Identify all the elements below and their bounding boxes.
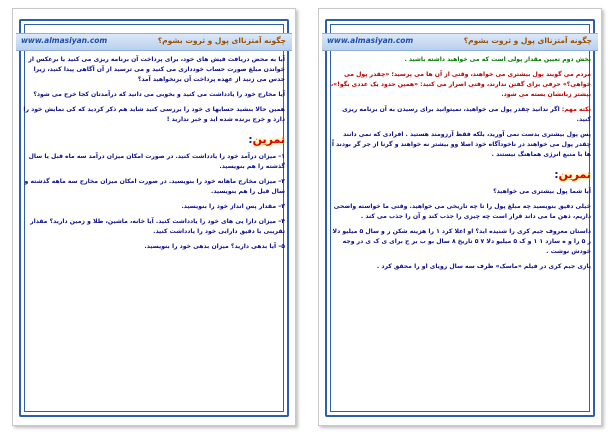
important-label: نکته مهم:: [561, 106, 591, 113]
paragraph: داستان معروف جیم کری را شنیده اید؟ او اعلا کرد ۱ را هزینه شکن ر و سال ۵ میلیو دلا ر ۵ را و ه سازد ۱ ۱ و ک ۵ میلیو دلا ۷ ۵ تاریخ ۸ سال بو ب بر ج برای ی ک ی در وجه خودش نوشت .: [332, 228, 591, 255]
paragraph: پس پول بیشتری بدست نمی آورید، بلکه فقط آرزومند هستید . افرادی که نمی دانند چقدر پول می خواهند در ناخودآگاه خود اصلا وو بیشتر نه خواهند و گرنا از جر گر بودند اُ ها با منبع انرژی هماهنگ نیستند .: [331, 131, 591, 158]
header-title: چگونه آمتزناای پول و ثروت بشوم؟: [157, 36, 286, 45]
page-content: [23, 55, 285, 415]
header-title: چگونه آمتزناای پول و ثروت بشوم؟: [463, 36, 592, 45]
paragraph: مردم می گویند پول بیشتری می خواهند، وقتی از آن ها می پرسید؛ «چقدر پول می خواهی؟» حرفی برای گفتن ندارند، وقتی اصرار می کنید: «همین حدود یک عددی بگو!»، بیشتر زبانشان بسته می شود.: [330, 71, 591, 98]
paragraph: آیا مخارج خود را یادداشت می کنید و بخوبی می دانید که درآمدتان کجا خرج می شود؟: [33, 91, 285, 98]
exercise-item: ۵– آیا بدهی دارید؟ میزان بدهی خود را بنویسید.: [144, 243, 285, 250]
page-header: [16, 33, 292, 51]
exercise-question: آیا شما پول بیشتری می خواهید؟: [493, 188, 591, 195]
document-page-left: [12, 8, 296, 426]
exercise-item: ۴– میزان دارا یی های خود را یادداشت کنید. آیا خانه، ماشین، طلا و زمین دارید؟ مقدار تقریبی با دقیق دارایی خود را یادداشت کنید.: [30, 218, 285, 235]
exercise-item: ۱– میزان درآمد خود را یادداشت کنید. در صورت امکان میزان درآمد سه ماه قبل یا سال گذشته را هم بنویسید.: [28, 153, 285, 170]
exercise-item: ۳– مقدار پس انداز خود را بنویسید.: [181, 203, 285, 210]
important-note: [329, 105, 591, 125]
paragraph: همین حالا بنشید حسابها ی خود را بررسی کنید شاید هم ذکر کردید که کی نمایش خود را دارد و خرج برنده شده اید و خبر ندارید !: [23, 106, 285, 123]
paragraph: آیا به محض دریافت فیش های خود، برای پرداخت آن برنامه ریزی می کنید یا برعکس از خواندن مبلغ صورت حساب خودداری می کنید و می ترسید از آن آگاهی پیدا کنید، زیرا حدس می زنید از عهده پرداخت آن برنخواهید آمد؟: [28, 56, 285, 83]
paragraph: بازی جیم کری در فیلم «ماسک» ظرف سه سال رویای او را محقق کرد .: [376, 263, 591, 270]
page-content: [329, 55, 591, 415]
section-heading: بخش دوم تعیین مقدار پولی است که می خواهید داشته باشید .: [404, 56, 591, 63]
page-header: [322, 33, 598, 51]
site-url[interactable]: www.almasiyan.com: [21, 36, 108, 45]
paragraph: خیلی دقیق بنویسید چه مبلغ پول را تا چه تاریخی می خواهید. وقتی ما خواسته واضحی داریم، ذهن ما می داند قرار است چه چیزی را جذب کند و آن را جذب می کند .: [333, 203, 591, 220]
exercise-item: ۲– میزان مخارج ماهانه خود را بنویسید. در صورت امکان میزان مخارج سه ماهه گذشته و سال قبل را هم بنویسید.: [24, 178, 285, 195]
exercise-heading: تمرین:: [554, 168, 591, 181]
site-url[interactable]: www.almasiyan.com: [327, 36, 414, 45]
important-text: اگر ندانید چقدر پول می خواهید، نمیتوانید برای رسیدن به آن برنامه ریزی کنید.: [342, 106, 591, 123]
document-page-right: [318, 8, 602, 426]
exercise-heading: تمرین:: [248, 133, 285, 146]
